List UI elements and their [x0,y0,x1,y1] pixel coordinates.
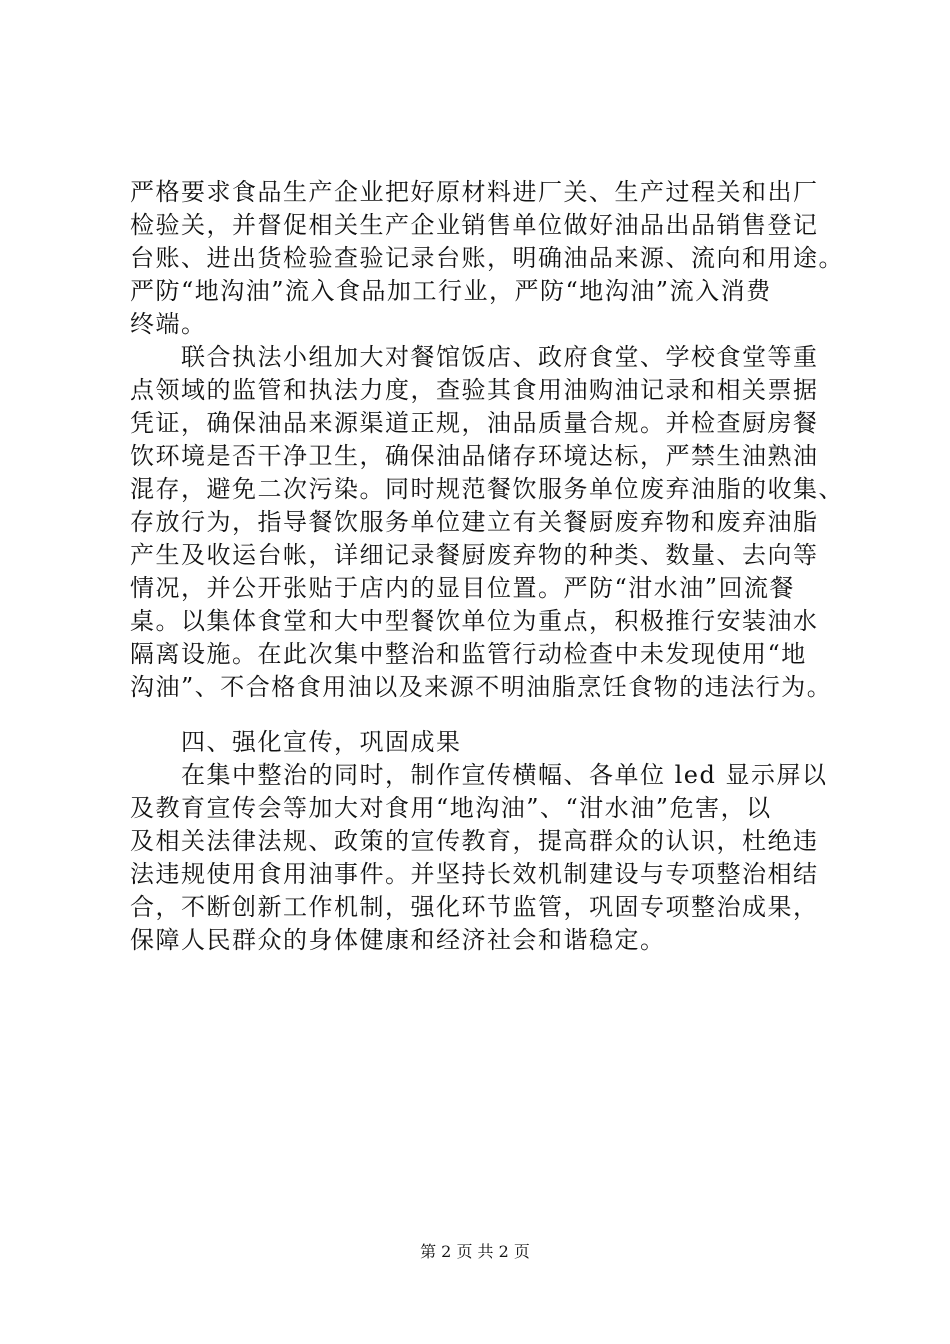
body-line: 台账、进出货检验查验记录台账，明确油品来源、流向和用途。 [130,244,844,272]
body-line: 存放行为，指导餐饮服务单位建立有关餐厨废弃物和废弃油脂 [130,508,819,536]
section-heading: 四、强化宣传，巩固成果 [130,728,462,756]
body-line: 产生及收运台帐，详细记录餐厨废弃物的种类、数量、去向等 [130,541,819,569]
body-line: 联合执法小组加大对餐馆饭店、政府食堂、学校食堂等重 [130,343,819,371]
body-line: 法违规使用食用油事件。并坚持长效机制建设与专项整治相结 [130,860,819,888]
body-line: 保障人民群众的身体健康和经济社会和谐稳定。 [130,926,666,954]
body-line: 情况，并公开张贴于店内的显目位置。严防“泔水油”回流餐 [130,574,796,602]
body-line: 点领域的监管和执法力度，查验其食用油购油记录和相关票据 [130,376,819,404]
body-line: 合，不断创新工作机制，强化环节监管，巩固专项整治成果， [130,893,819,921]
body-line: 终端。 [130,310,207,338]
page-footer: 第 2 页 共 2 页 [420,1242,530,1261]
body-line: 在集中整治的同时，制作宣传横幅、各单位 led 显示屏以 [130,761,828,789]
body-line: 沟油”、不合格食用油以及来源不明油脂烹饪食物的违法行为。 [130,673,833,701]
body-line: 及教育宣传会等加大对食用“地沟油”、“泔水油”危害，以 [130,794,772,822]
document-body [130,176,844,957]
body-line: 检验关，并督促相关生产企业销售单位做好油品出品销售登记 [130,211,819,239]
body-line: 桌。以集体食堂和大中型餐饮单位为重点，积极推行安装油水 [130,607,819,635]
body-line: 混存，避免二次污染。同时规范餐饮服务单位废弃油脂的收集、 [130,475,844,503]
body-line: 严防“地沟油”流入食品加工行业，严防“地沟油”流入消费 [130,277,772,305]
body-line: 及相关法律法规、政策的宣传教育，提高群众的认识，杜绝违 [130,827,819,855]
body-line: 隔离设施。在此次集中整治和监管行动检查中未发现使用“地 [130,640,807,668]
paragraph-gap [130,704,830,726]
body-line: 饮环境是否干净卫生，确保油品储存环境达标，严禁生油熟油 [130,442,819,470]
body-line: 凭证，确保油品来源渠道正规，油品质量合规。并检查厨房餐 [130,409,819,437]
body-line: 严格要求食品生产企业把好原材料进厂关、生产过程关和出厂 [130,178,819,206]
